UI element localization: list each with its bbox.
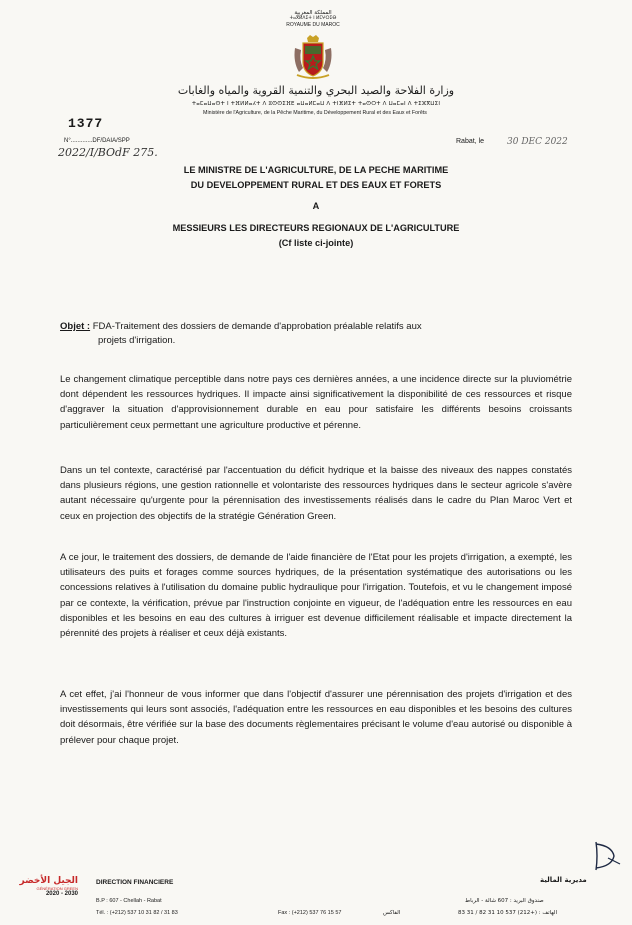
body-paragraph-3: A ce jour, le traitement des dossiers, de demande de l'aide financière de l'Etat pour les projets d'irrigation, a exempté, les utilisateurs des puits et forages comme sources hydriques, de la présentation systématique des autorisations ou les concessions relatives à l'utilisation du domaine public hydraulique pour l'irrigation. Toutefois, et vu le changement imposé par ce contexte, la vérification, prévue par l'instruction conjointe en vigueur, de l'adéquation entre les ressources en eau disponibles et les besoins en eau des cultures à irriguer est devenue difficilement réalisable et impacte directement la pérennité des projets à réaliser et ceux déjà existants. [60, 552, 572, 640]
kingdom-arabic: المملكة المغربية [294, 10, 332, 16]
logo-years: 2020 - 2030 [45, 891, 78, 897]
subject-text-line-2: projets d'irrigation. [98, 335, 176, 346]
reference-number: 1377 [68, 116, 104, 131]
recipient-line: MESSIEURS LES DIRECTEURS REGIONAUX DE L'AGRICULTURE [172, 223, 460, 233]
reference-handwritten: 2022/I/BOdF 275. [58, 146, 158, 159]
sender-line-2: DU DEVELOPPEMENT RURAL ET DES EAUX ET FORETS [190, 180, 442, 190]
logo-text-english: GÉNÉRATION GREEN [36, 886, 78, 891]
footer-postal-box: B.P : 607 - Chellah - Rabat [96, 898, 162, 904]
to-label: A [312, 201, 320, 211]
sender-line-1: LE MINISTRE DE L'AGRICULTURE, DE LA PECHE MARITIME [183, 165, 449, 175]
footer-postal-box-arabic: صندوق البريد : 607 شالة - الرباط [465, 898, 544, 904]
coat-of-arms-icon [289, 34, 337, 80]
kingdom-french: ROYAUME DU MAROC [286, 22, 340, 28]
date-handwritten: 30 DEC 2022 [507, 137, 568, 147]
ministry-name-tifinagh: ⵜⴰⵎⴰⵡⴰⵙⵜ ⵏ ⵜⴼⵍⵍⴰⵃⵜ ⴷ ⵓⵙⵙⵉⴼⴹ ⴰⵡⴰⵍⵎⴰⵡ ⴷ ⵜⵏⴼⵍⵉⵜ ⵜⴰⵙⵔⵜ ⴷ ⵡⴰⵎⴰⵏ ⴷ ⵜⵉⵣⴳⵡⵉⵏ [191, 101, 441, 107]
ministry-name-french: Ministère de l'Agriculture, de la Pêche Maritime, du Développement Rural et des Eaux et Forêts [203, 110, 427, 116]
place-date-label: Rabat, le [456, 138, 485, 145]
body-paragraph-1: Le changement climatique perceptible dans notre pays ces dernières années, a une incidence directe sur la pluviométrie dont dépendent les ressources hydriques. Il impacte ainsi significativement la disponibilité de ces ressources et risque d'aggraver la situation d'approvisionnement durable en eau pour satisfaire les différents besoins croissants particulièrement ceux permettant une agriculture productive et pérenne. [60, 374, 572, 431]
generation-green-logo [18, 876, 78, 897]
kingdom-block [273, 10, 353, 28]
recipient-note: (Cf liste ci-jointe) [278, 238, 354, 248]
initials-mark-icon [590, 838, 624, 874]
footer-direction-french: DIRECTION FINANCIERE [96, 879, 174, 886]
footer-direction-arabic: مديرية المالية [540, 876, 587, 884]
body-paragraph-4: A cet effet, j'ai l'honneur de vous informer que dans l'objectif d'assurer une pérennisation des projets d'irrigation et des investissements qui leurs sont associés, l'adéquation entre les ressources en eau disponibles et les besoins des cultures doit désormais, être vérifiée sur la base des documents règlementaires précisant le volume d'eau autorisé ou disponible à prélever pour chaque projet. [60, 689, 572, 746]
footer-fax-arabic: الفاكس [383, 910, 401, 916]
footer-telephone-arabic: الهاتف : (+212) 537 10 31 82 / 31 83 [458, 910, 558, 916]
body-paragraph-2: Dans un tel contexte, caractérisé par l'accentuation du déficit hydrique et la baisse des niveaux des nappes constatés dans plusieurs régions, une gestion rationnelle et volontariste des ressources hydriques dans le secteur agricole s'avère autant nécessaire qu'urgente pour la pérennisation des investissements réalisés dans le cadre du Plan Maroc Vert et ceux en projection des objectifs de la stratégie Génération Green. [60, 465, 572, 522]
footer-telephone: Tél. : (+212) 537 10 31 82 / 31 83 [96, 910, 178, 916]
subject-block [60, 320, 580, 348]
subject-label: Objet : [60, 321, 91, 332]
subject-text-line-1: FDA-Traitement des dossiers de demande d'approbation préalable relatifs aux [90, 321, 422, 332]
kingdom-tifinagh: ⵜⴰⴳⵍⴷⵉⵜ ⵏ ⵍⵎⵖⵔⵉⴱ [289, 16, 337, 21]
logo-text-arabic: الجيل الأخضر [19, 876, 78, 886]
reference-prefix: N°.............DF/DAIA/SPP [64, 138, 130, 144]
ministry-name-arabic: وزارة الفلاحة والصيد البحري والتنمية القروية والمياه والغابات [177, 84, 455, 97]
footer-fax: Fax : (+212) 537 76 15 57 [278, 910, 342, 916]
